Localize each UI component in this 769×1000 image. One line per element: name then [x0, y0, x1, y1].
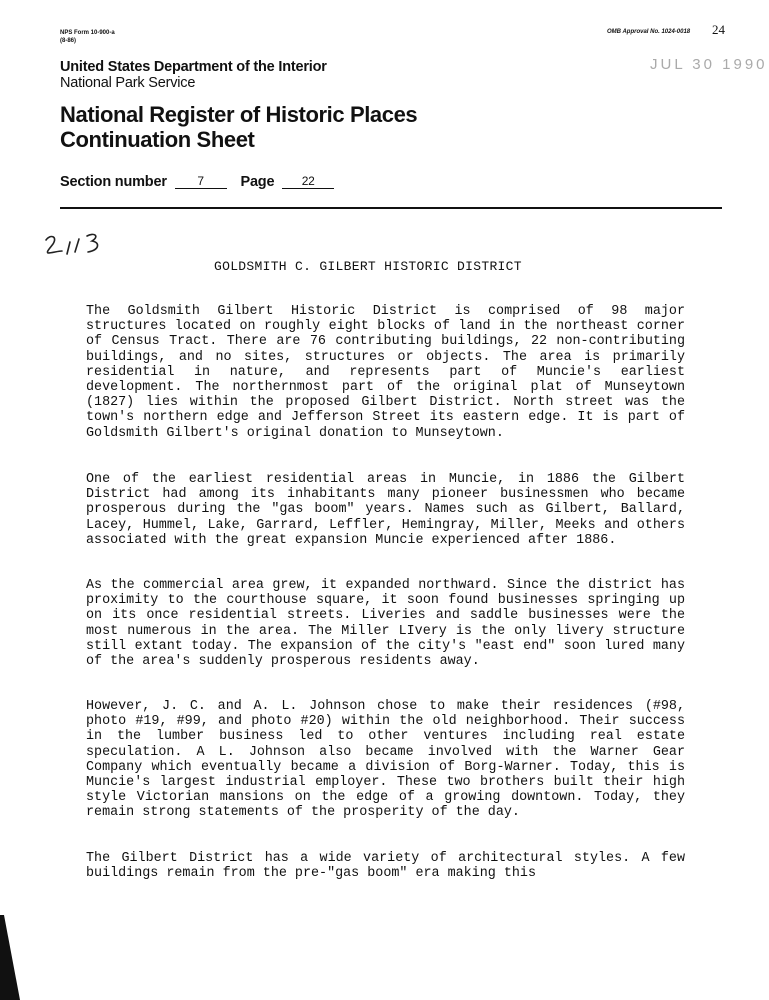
header-divider — [60, 207, 722, 209]
form-title: National Register of Historic Places — [60, 102, 418, 127]
form-number: NPS Form 10-900-a — [60, 30, 115, 36]
page-number-field: 22 — [282, 175, 334, 189]
form-subtitle: Continuation Sheet — [60, 127, 255, 152]
section-label: Section number — [60, 174, 167, 190]
section-number-field: 7 — [175, 175, 227, 189]
handwritten-annotation — [42, 228, 122, 260]
form-date: (8-86) — [60, 38, 77, 44]
service-name: National Park Service — [60, 75, 196, 91]
received-stamp: JUL 30 1990 — [650, 56, 768, 73]
page-label: Page — [240, 174, 275, 190]
paragraph-early-residents: One of the earliest residential areas in Muncie, in 1886 the Gilbert District had among its inhabitants many pioneer businessmen who became prosperous during the "gas boom" years. Names such as Gilbert, Ballard, Lacey, Hummel, Lake, Garrard, Leffler, Hemingray, Miller, Meeks and others associated with the great expansion Muncie experienced after 1886. — [86, 472, 685, 548]
page-number: 24 — [712, 22, 725, 37]
omb-approval: OMB Approval No. 1024-0018 — [607, 29, 691, 35]
paragraph-commercial-growth: As the commercial area grew, it expanded northward. Since the district has proximity to the courthouse square, it soon found businesses springing up on its once residential streets. Liveries and saddle businesses were the most numerous in the area. The Miller LIvery is the only livery structure still extant today. The expansion of the city's "east end" soon lured many of the area's suddenly prosperous residents away. — [86, 578, 685, 670]
department-name: United States Department of the Interior — [60, 59, 327, 75]
section-page-line — [60, 174, 334, 190]
paragraph-architectural-styles: The Gilbert District has a wide variety of architectural styles. A few buildings remain from the pre-"gas boom" era making this — [86, 851, 685, 882]
paragraph-johnson-brothers: However, J. C. and A. L. Johnson chose to make their residences (#98, photo #19, #99, and photo #20) within the old neighborhood. Their success in the lumber business led to other ventures including real estate speculation. A L. Johnson also became involved with the Warner Gear Company which eventually became a division of Borg-Warner. Today, this is Muncie's largest industrial employer. These two brothers built their high style Victorian mansions on the edge of a growing downtown. Today, they remain strong statements of the prosperity of the day. — [86, 699, 685, 821]
form-id — [60, 29, 115, 45]
paragraph-district-overview: The Goldsmith Gilbert Historic District is comprised of 98 major structures located on roughly eight blocks of land in the northeast corner of Census Tract. There are 76 contributing buildings, 22 non-contributing buildings, and no sites, structures or objects. The area is primarily residential in nature, and represents part of Muncie's earliest development. The northernmost part of the original plat of Munseytown (1827) lies within the proposed Gilbert District. North street was the town's northern edge and Jefferson Street its eastern edge. It is part of Goldsmith Gilbert's original donation to Munseytown. — [86, 304, 685, 441]
scan-edge-mark — [0, 915, 20, 1000]
document-title: GOLDSMITH C. GILBERT HISTORIC DISTRICT — [214, 259, 522, 274]
